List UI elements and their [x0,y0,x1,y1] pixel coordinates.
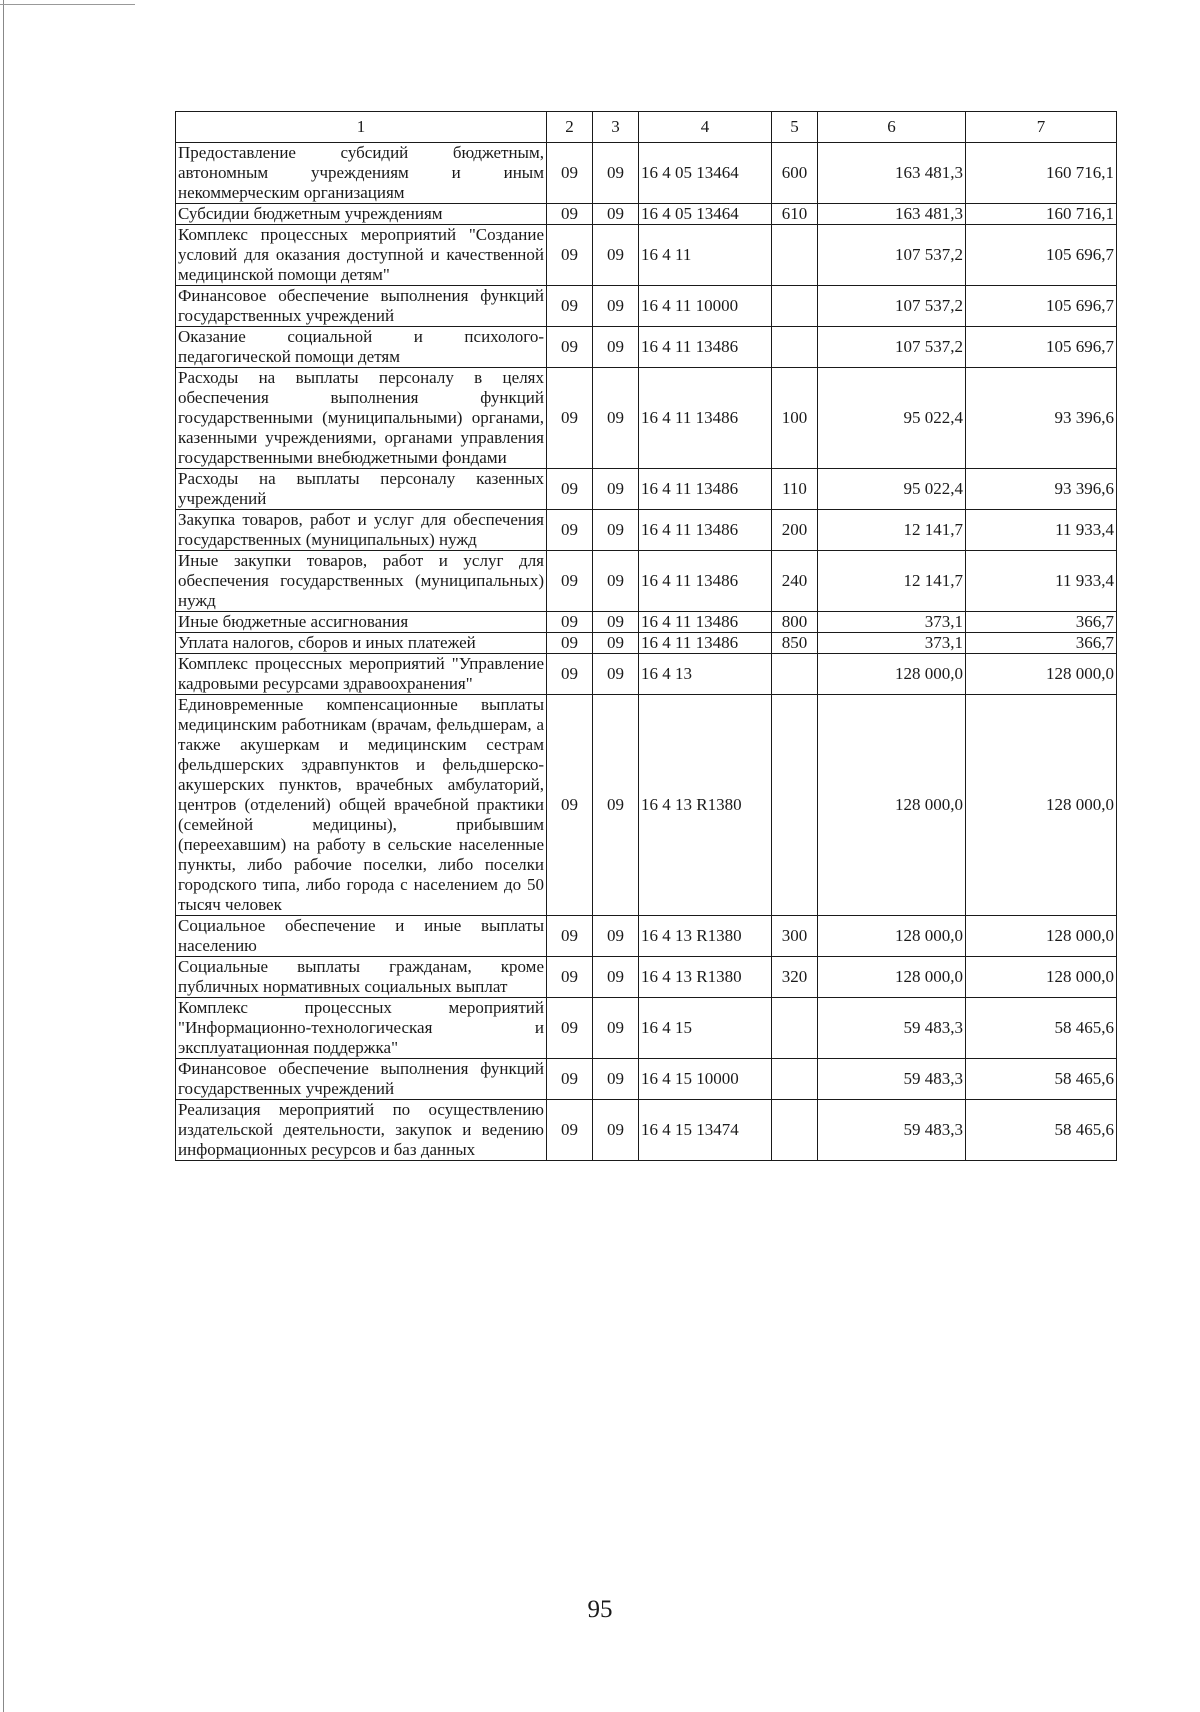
row-name: Расходы на выплаты персоналу в целях обеспечения выполнения функций государственными (муниципальными) органами, казенными учреждениями, органами управления государственными внебюджетными фондами [176,368,547,469]
table-row [176,143,1117,204]
row-name: Финансовое обеспечение выполнения функций государственных учреждений [176,286,547,327]
row-expense-type: 240 [772,551,818,612]
row-expense-type [772,1059,818,1100]
row-section: 09 [547,286,593,327]
row-subsection: 09 [593,551,639,612]
row-target-code: 16 4 11 13486 [639,327,772,368]
row-name: Комплекс процессных мероприятий "Создание условий для оказания доступной и качественной медицинской помощи детям" [176,225,547,286]
row-subsection: 09 [593,612,639,633]
row-section: 09 [547,469,593,510]
table-row [176,957,1117,998]
row-subsection: 09 [593,1059,639,1100]
row-expense-type: 110 [772,469,818,510]
row-amount-year-2: 58 465,6 [966,998,1117,1059]
row-amount-year-1: 59 483,3 [818,998,966,1059]
row-amount-year-2: 93 396,6 [966,469,1117,510]
table-row [176,286,1117,327]
row-target-code: 16 4 05 13464 [639,204,772,225]
row-amount-year-1: 107 537,2 [818,327,966,368]
row-section: 09 [547,143,593,204]
row-section: 09 [547,1100,593,1161]
row-amount-year-2: 128 000,0 [966,654,1117,695]
row-amount-year-2: 128 000,0 [966,695,1117,916]
row-section: 09 [547,957,593,998]
row-target-code: 16 4 11 13486 [639,633,772,654]
row-subsection: 09 [593,1100,639,1161]
scan-edge-line [3,0,4,1712]
row-name: Субсидии бюджетным учреждениям [176,204,547,225]
table-header [176,112,1117,143]
row-amount-year-2: 58 465,6 [966,1059,1117,1100]
header-col-2: 2 [547,112,593,143]
row-amount-year-1: 12 141,7 [818,551,966,612]
row-amount-year-2: 366,7 [966,633,1117,654]
row-subsection: 09 [593,469,639,510]
row-target-code: 16 4 11 13486 [639,368,772,469]
table-row [176,1100,1117,1161]
row-expense-type: 800 [772,612,818,633]
row-section: 09 [547,1059,593,1100]
table-row [176,612,1117,633]
table-row [176,469,1117,510]
row-subsection: 09 [593,654,639,695]
row-section: 09 [547,916,593,957]
row-amount-year-1: 163 481,3 [818,204,966,225]
row-amount-year-2: 93 396,6 [966,368,1117,469]
row-amount-year-1: 12 141,7 [818,510,966,551]
row-amount-year-1: 163 481,3 [818,143,966,204]
row-subsection: 09 [593,916,639,957]
row-target-code: 16 4 13 R1380 [639,957,772,998]
row-name: Иные закупки товаров, работ и услуг для обеспечения государственных (муниципальных) нужд [176,551,547,612]
row-amount-year-1: 373,1 [818,612,966,633]
header-col-1: 1 [176,112,547,143]
row-subsection: 09 [593,225,639,286]
row-name: Финансовое обеспечение выполнения функций государственных учреждений [176,1059,547,1100]
row-expense-type [772,286,818,327]
header-col-5: 5 [772,112,818,143]
row-section: 09 [547,612,593,633]
row-target-code: 16 4 15 13474 [639,1100,772,1161]
row-target-code: 16 4 13 R1380 [639,916,772,957]
row-amount-year-2: 128 000,0 [966,916,1117,957]
table-row [176,368,1117,469]
row-subsection: 09 [593,957,639,998]
table-row [176,1059,1117,1100]
table-row [176,998,1117,1059]
table-body [176,143,1117,1161]
row-expense-type [772,225,818,286]
row-expense-type [772,998,818,1059]
header-col-3: 3 [593,112,639,143]
row-expense-type [772,327,818,368]
row-target-code: 16 4 13 [639,654,772,695]
header-col-6: 6 [818,112,966,143]
row-target-code: 16 4 11 10000 [639,286,772,327]
table-row [176,225,1117,286]
row-section: 09 [547,368,593,469]
row-amount-year-1: 128 000,0 [818,695,966,916]
row-amount-year-1: 373,1 [818,633,966,654]
row-expense-type: 200 [772,510,818,551]
row-name: Реализация мероприятий по осуществлению издательской деятельности, закупок и ведению информационных ресурсов и баз данных [176,1100,547,1161]
row-expense-type: 600 [772,143,818,204]
row-amount-year-1: 128 000,0 [818,916,966,957]
row-subsection: 09 [593,633,639,654]
row-subsection: 09 [593,510,639,551]
header-row [176,112,1117,143]
row-target-code: 16 4 13 R1380 [639,695,772,916]
header-col-7: 7 [966,112,1117,143]
row-name: Комплекс процессных мероприятий "Управление кадровыми ресурсами здравоохранения" [176,654,547,695]
row-name: Иные бюджетные ассигнования [176,612,547,633]
row-amount-year-2: 11 933,4 [966,551,1117,612]
page-number: 95 [587,1596,613,1623]
row-name: Единовременные компенсационные выплаты медицинским работникам (врачам, фельдшерам, а также акушеркам и медицинским сестрам фельдшерских здравпунктов и фельдшерско-акушерских пунктов, врачебных амбулаторий, центров (отделений) общей врачебной практики (семейной медицины), прибывшим (переехавшим) на работу в сельские населенные пункты, либо рабочие поселки, либо поселки городского типа, либо города с населением до 50 тысяч человек [176,695,547,916]
row-subsection: 09 [593,327,639,368]
row-amount-year-2: 160 716,1 [966,204,1117,225]
row-section: 09 [547,225,593,286]
row-amount-year-1: 128 000,0 [818,957,966,998]
row-amount-year-1: 128 000,0 [818,654,966,695]
table-row [176,327,1117,368]
table-row [176,204,1117,225]
table-row [176,695,1117,916]
row-target-code: 16 4 05 13464 [639,143,772,204]
row-amount-year-1: 95 022,4 [818,368,966,469]
row-expense-type [772,654,818,695]
row-section: 09 [547,695,593,916]
row-subsection: 09 [593,998,639,1059]
row-section: 09 [547,551,593,612]
row-amount-year-2: 105 696,7 [966,225,1117,286]
row-target-code: 16 4 11 13486 [639,612,772,633]
row-target-code: 16 4 11 13486 [639,469,772,510]
row-expense-type: 100 [772,368,818,469]
budget-table [175,111,1117,1161]
row-amount-year-1: 59 483,3 [818,1059,966,1100]
row-target-code: 16 4 11 [639,225,772,286]
row-name: Комплекс процессных мероприятий "Информационно-технологическая и эксплуатационная поддержка" [176,998,547,1059]
row-amount-year-2: 128 000,0 [966,957,1117,998]
row-target-code: 16 4 15 [639,998,772,1059]
row-amount-year-1: 107 537,2 [818,225,966,286]
row-amount-year-1: 59 483,3 [818,1100,966,1161]
row-name: Предоставление субсидий бюджетным, автономным учреждениям и иным некоммерческим организациям [176,143,547,204]
row-amount-year-2: 366,7 [966,612,1117,633]
table-row [176,654,1117,695]
row-expense-type: 610 [772,204,818,225]
row-amount-year-2: 105 696,7 [966,327,1117,368]
row-section: 09 [547,327,593,368]
row-expense-type [772,1100,818,1161]
row-section: 09 [547,998,593,1059]
row-amount-year-1: 107 537,2 [818,286,966,327]
row-subsection: 09 [593,286,639,327]
row-section: 09 [547,204,593,225]
row-amount-year-2: 160 716,1 [966,143,1117,204]
row-name: Закупка товаров, работ и услуг для обеспечения государственных (муниципальных) нужд [176,510,547,551]
row-subsection: 09 [593,204,639,225]
row-amount-year-1: 95 022,4 [818,469,966,510]
header-col-4: 4 [639,112,772,143]
row-target-code: 16 4 11 13486 [639,510,772,551]
row-section: 09 [547,510,593,551]
row-expense-type [772,695,818,916]
row-expense-type: 320 [772,957,818,998]
row-name: Социальное обеспечение и иные выплаты населению [176,916,547,957]
row-subsection: 09 [593,695,639,916]
scan-top-rule [0,4,135,5]
table-row [176,633,1117,654]
row-name: Расходы на выплаты персоналу казенных учреждений [176,469,547,510]
row-target-code: 16 4 15 10000 [639,1059,772,1100]
table-row [176,916,1117,957]
row-expense-type: 300 [772,916,818,957]
table-row [176,510,1117,551]
row-amount-year-2: 105 696,7 [966,286,1117,327]
row-target-code: 16 4 11 13486 [639,551,772,612]
row-name: Социальные выплаты гражданам, кроме публичных нормативных социальных выплат [176,957,547,998]
row-name: Оказание социальной и психолого-педагогической помощи детям [176,327,547,368]
row-expense-type: 850 [772,633,818,654]
row-amount-year-2: 11 933,4 [966,510,1117,551]
table-row [176,551,1117,612]
row-subsection: 09 [593,368,639,469]
row-subsection: 09 [593,143,639,204]
row-section: 09 [547,633,593,654]
row-section: 09 [547,654,593,695]
row-amount-year-2: 58 465,6 [966,1100,1117,1161]
row-name: Уплата налогов, сборов и иных платежей [176,633,547,654]
